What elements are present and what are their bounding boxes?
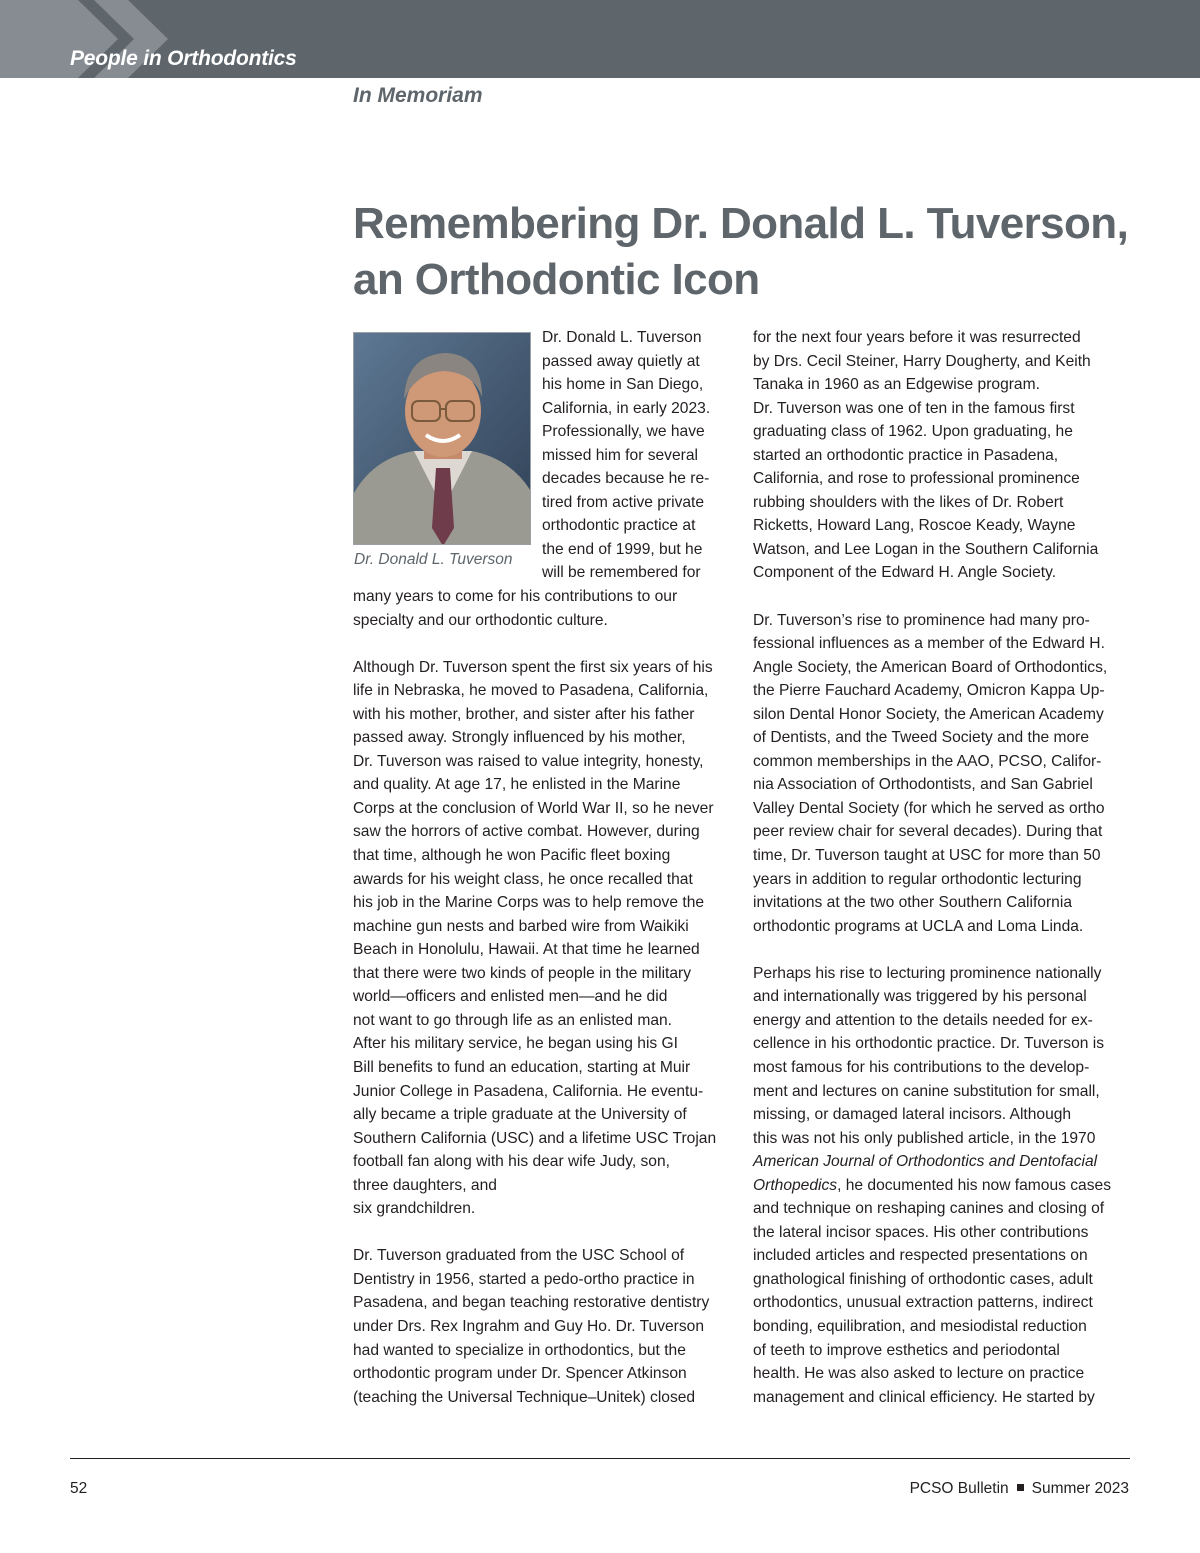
text-line: missed him for several [542, 446, 698, 464]
text-line: this was not his only published article, in the 1970 [753, 1129, 1096, 1147]
text-line: Ricketts, Howard Lang, Roscoe Keady, Wayne [753, 517, 1076, 535]
text-line: had wanted to specialize in orthodontics, but the [353, 1341, 686, 1359]
text-line: passed away. Strongly influenced by his mother, [353, 729, 686, 747]
article-title-line-1: Remembering Dr. Donald L. Tuverson, [353, 199, 1129, 248]
square-bullet-icon [1017, 1484, 1024, 1491]
text-line: Valley Dental Society (for which he served as ortho [753, 799, 1105, 817]
text-line: missing, or damaged lateral incisors. Although [753, 1106, 1072, 1124]
publication-name: PCSO Bulletin [909, 1480, 1009, 1497]
text-line: the Pierre Fauchard Academy, Omicron Kappa Up- [753, 682, 1105, 700]
text-line: Dr. Tuverson graduated from the USC School of [353, 1247, 685, 1265]
text-line: years in addition to regular orthodontic lecturing [753, 870, 1082, 888]
text-line: Dr. Donald L. Tuverson [542, 329, 702, 346]
text-line: and internationally was triggered by his personal [753, 988, 1087, 1006]
article-title [353, 196, 1153, 308]
text-line: Dr. Tuverson was one of ten in the famous first [753, 399, 1075, 417]
subsection-label: In Memoriam [353, 84, 483, 107]
text-line: health. He was also asked to lecture on practice [753, 1365, 1085, 1383]
text-line: by Drs. Cecil Steiner, Harry Dougherty, and Keith [753, 352, 1091, 370]
text-line: orthodontic programs at UCLA and Loma Linda. [753, 917, 1084, 935]
text-line: Although Dr. Tuverson spent the first six years of his [353, 658, 713, 676]
footer-divider [70, 1458, 1130, 1459]
text-line: his job in the Marine Corps was to help remove the [353, 894, 705, 912]
text-line: silon Dental Honor Society, the American Academy [753, 705, 1104, 723]
text-line: Southern California (USC) and a lifetime USC Trojan [353, 1129, 717, 1147]
text-line: cellence in his orthodontic practice. Dr. Tuverson is [753, 1035, 1105, 1053]
text-line: ally became a triple graduate at the University of [353, 1106, 687, 1124]
article-column-2 [753, 326, 1111, 1409]
text-line: under Drs. Rex Ingrahm and Guy Ho. Dr. Tuverson [353, 1317, 705, 1335]
paragraph-gap [753, 585, 1111, 609]
text-line: orthodontics, unusual extraction patterns, indirect [753, 1294, 1093, 1312]
text-line: decades because he re- [542, 470, 710, 488]
text-line: rubbing shoulders with the likes of Dr. Robert [753, 493, 1064, 511]
text-line [753, 1174, 1111, 1198]
text-line: Professionally, we have [542, 423, 705, 441]
section-label: People in Orthodontics [70, 47, 297, 70]
text-line: will be remembered for [542, 564, 701, 582]
text-line: and technique on reshaping canines and closing of [753, 1200, 1105, 1218]
text-line: for the next four years before it was resurrected [753, 329, 1081, 346]
text-line: three daughters, and [353, 1176, 497, 1194]
text-line: life in Nebraska, he moved to Pasadena, California, [353, 682, 709, 700]
text-line: the end of 1999, but he [542, 540, 703, 558]
text-line: world—officers and enlisted men—and he did [353, 988, 668, 1006]
text-line: Junior College in Pasadena, California. He eventu- [353, 1082, 704, 1100]
text-line: orthodontic practice at [542, 517, 696, 535]
text-line: Bill benefits to fund an education, starting at Muir [353, 1058, 691, 1076]
text-line: and quality. At age 17, he enlisted in the Marine [353, 776, 681, 794]
text-line: of Dentists, and the Tweed Society and the more [753, 729, 1090, 747]
text-line-rest: , he documented his now famous cases [837, 1176, 1111, 1194]
paragraph-gap [353, 632, 716, 656]
journal-title-part: Orthopedics [753, 1176, 838, 1194]
text-line: tired from active private [542, 493, 705, 511]
text-line: football fan along with his dear wife Judy, son, [353, 1153, 670, 1171]
text-line: that there were two kinds of people in the military [353, 964, 692, 982]
text-line: invitations at the two other Southern California [753, 894, 1072, 912]
text-line: Beach in Honolulu, Hawaii. At that time he learned [353, 941, 700, 959]
text-line: nia Association of Orthodontists, and San Gabriel [753, 776, 1093, 794]
text-line: Angle Society, the American Board of Orthodontics, [753, 658, 1108, 676]
text-line: with his mother, brother, and sister after his father [353, 705, 695, 723]
text-line: of teeth to improve esthetics and periodontal [753, 1341, 1060, 1359]
text-line: ment and lectures on canine substitution for small, [753, 1082, 1100, 1100]
issue-date: Summer 2023 [1031, 1480, 1129, 1497]
journal-title-line: American Journal of Orthodontics and Dentofacial [753, 1153, 1098, 1171]
text-line: common memberships in the AAO, PCSO, Califor- [753, 752, 1102, 770]
text-line: Component of the Edward H. Angle Society. [753, 564, 1057, 582]
text-line: many years to come for his contributions to our [353, 588, 678, 606]
page-number: 52 [70, 1480, 88, 1497]
text-line: saw the horrors of active combat. However, during [353, 823, 700, 841]
text-line: specialty and our orthodontic culture. [353, 611, 608, 629]
text-line: Tanaka in 1960 as an Edgewise program. [753, 376, 1040, 394]
text-line: orthodontic program under Dr. Spencer Atkinson [353, 1365, 687, 1383]
text-line: energy and attention to the details needed for ex- [753, 1011, 1093, 1029]
text-line: the lateral incisor spaces. His other contributions [753, 1223, 1089, 1241]
text-line: California, in early 2023. [542, 399, 711, 417]
text-line: management and clinical efficiency. He started by [753, 1388, 1095, 1406]
article-column-1 [353, 326, 716, 1409]
text-line: machine gun nests and barbed wire from Waikiki [353, 917, 689, 935]
text-line: California, and rose to professional prominence [753, 470, 1080, 488]
text-line: (teaching the Universal Technique–Unitek) closed [353, 1388, 696, 1406]
paragraph-gap [753, 938, 1111, 962]
text-line: started an orthodontic practice in Pasadena, [753, 446, 1059, 464]
text-line: time, Dr. Tuverson taught at USC for more than 50 [753, 847, 1101, 865]
text-line: graduating class of 1962. Upon graduating, he [753, 423, 1073, 441]
text-line: Watson, and Lee Logan in the Southern California [753, 540, 1099, 558]
text-line: gnathological finishing of orthodontic cases, adult [753, 1270, 1093, 1288]
text-line: his home in San Diego, [542, 376, 704, 394]
text-line: Dentistry in 1956, started a pedo-ortho practice in [353, 1270, 695, 1288]
text-line: passed away quietly at [542, 352, 700, 370]
text-line: peer review chair for several decades). During that [753, 823, 1103, 841]
text-line: Pasadena, and began teaching restorative dentistry [353, 1294, 710, 1312]
text-line: Corps at the conclusion of World War II, so he never [353, 799, 714, 817]
text-line: six grandchildren. [353, 1200, 476, 1218]
footer-publication [910, 1480, 1129, 1498]
paragraph-gap [353, 1221, 716, 1245]
text-line: most famous for his contributions to the develop- [753, 1058, 1090, 1076]
text-line: Dr. Tuverson was raised to value integrity, honesty, [353, 752, 704, 770]
text-line: included articles and respected presentations on [753, 1247, 1088, 1265]
text-line: awards for his weight class, he once recalled that [353, 870, 693, 888]
photo-caption: Dr. Donald L. Tuverson [354, 551, 513, 568]
text-line: bonding, equilibration, and mesiodistal reduction [753, 1317, 1087, 1335]
text-line: Perhaps his rise to lecturing prominence nationally [753, 964, 1102, 982]
text-line: After his military service, he began using his GI [353, 1035, 679, 1053]
text-line: Dr. Tuverson’s rise to prominence had many pro- [753, 611, 1090, 629]
article-title-line-2: an Orthodontic Icon [353, 255, 760, 304]
text-line: that time, although he won Pacific fleet boxing [353, 847, 671, 865]
text-line: fessional influences as a member of the Edward H. [753, 635, 1105, 653]
text-line: not want to go through life as an enlisted man. [353, 1011, 673, 1029]
